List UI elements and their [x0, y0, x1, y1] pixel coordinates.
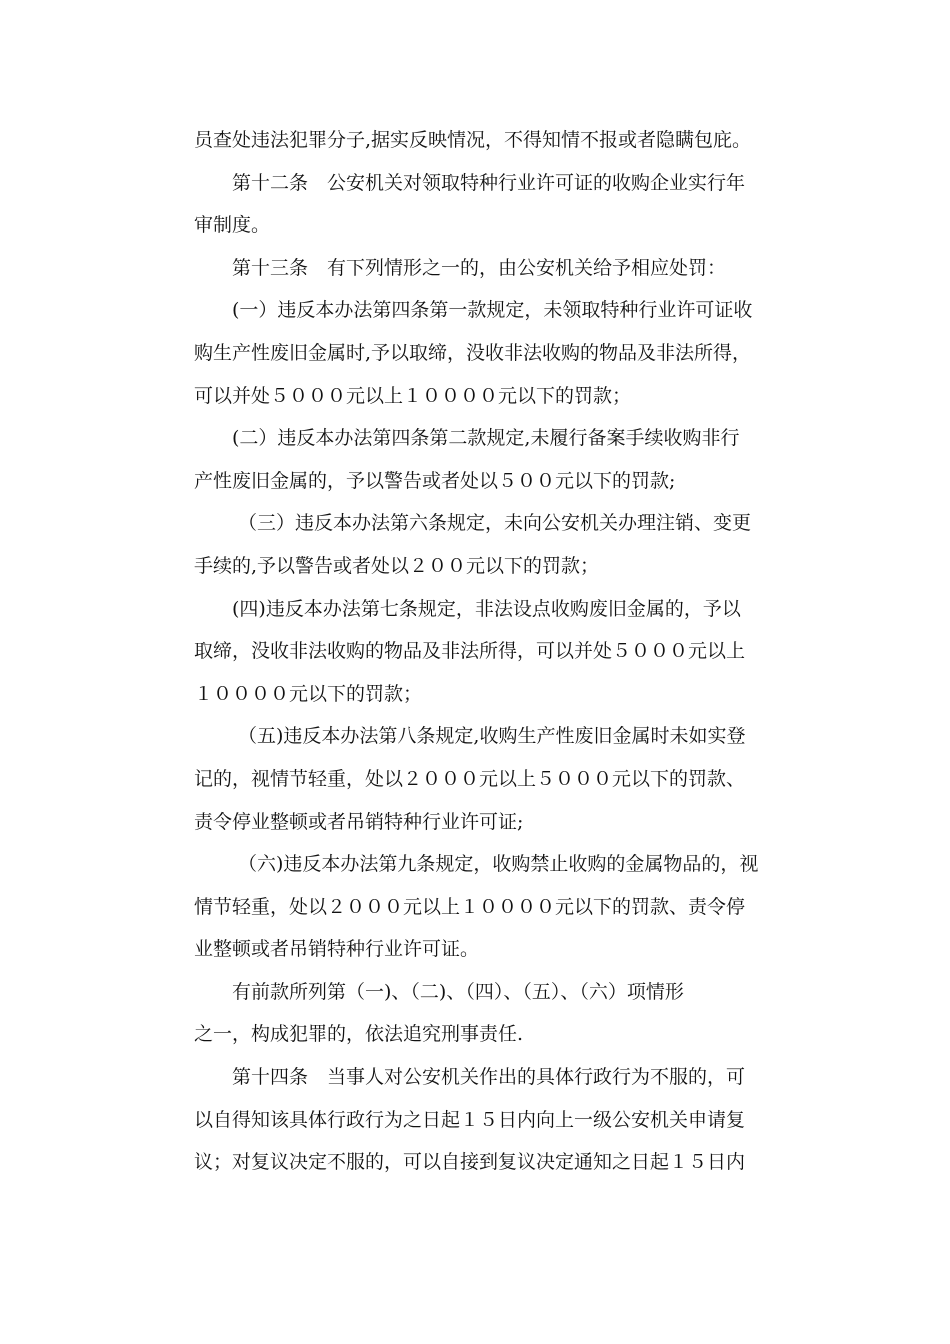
clause-2-line: (二）违反本办法第四条第二款规定,未履行备案手续收购非行 — [232, 427, 740, 450]
clause-4-line: (四)违反本办法第七条规定，非法设点收购废旧金属的，予以 — [232, 597, 741, 620]
text-line: 审制度。 — [194, 214, 271, 237]
text-line: 以自得知该具体行政行为之日起１５日内向上一级公安机关申请复 — [194, 1108, 746, 1131]
text-line: 业整顿或者吊销特种行业许可证。 — [194, 938, 480, 961]
article-13-heading-line: 第十三条 有下列情形之一的，由公安机关给予相应处罚： — [232, 256, 727, 279]
clause-5-line: （五)违反本办法第八条规定,收购生产性废旧金属时未如实登 — [238, 725, 746, 748]
article-12-heading-line: 第十二条 公安机关对领取特种行业许可证的收购企业实行年 — [232, 171, 746, 194]
text-line: １００００元以下的罚款； — [194, 682, 423, 705]
text-line: 责令停业整顿或者吊销特种行业许可证; — [194, 810, 524, 833]
text-line: 记的，视情节轻重，处以２０００元以上５０００元以下的罚款、 — [194, 767, 746, 790]
text-line: 情节轻重，处以２０００元以上１００００元以下的罚款、责令停 — [194, 895, 746, 918]
text-line: 可以并处５０００元以上１００００元以下的罚款； — [194, 384, 632, 407]
criminal-liability-line: 有前款所列第（一)、（二)、（四）、（五）、（六）项情形 — [232, 980, 684, 1003]
text-line: 议；对复议决定不服的，可以自接到复议决定通知之日起１５日内 — [194, 1151, 746, 1174]
text-line: 之一，构成犯罪的，依法追究刑事责任. — [194, 1023, 524, 1046]
clause-3-line: （三）违反本办法第六条规定，未向公安机关办理注销、变更 — [238, 512, 752, 535]
text-line: 取缔，没收非法收购的物品及非法所得，可以并处５０００元以上 — [194, 640, 746, 663]
text-line: 员查处违法犯罪分子,据实反映情况，不得知情不报或者隐瞒包庇。 — [194, 129, 752, 151]
text-line: 手续的,予以警告或者处以２００元以下的罚款； — [194, 554, 600, 577]
text-line: 购生产性废旧金属时,予以取缔，没收非法收购的物品及非法所得， — [194, 341, 752, 364]
document-body — [194, 119, 764, 1184]
clause-1-line: (一）违反本办法第四条第一款规定，未领取特种行业许可证收 — [232, 299, 753, 322]
text-line: 产性废旧金属的，予以警告或者处以５００元以下的罚款; — [194, 469, 676, 492]
article-14-heading-line: 第十四条 当事人对公安机关作出的具体行政行为不服的，可 — [232, 1066, 746, 1089]
clause-6-line: （六)违反本办法第九条规定，收购禁止收购的金属物品的，视 — [238, 853, 759, 876]
